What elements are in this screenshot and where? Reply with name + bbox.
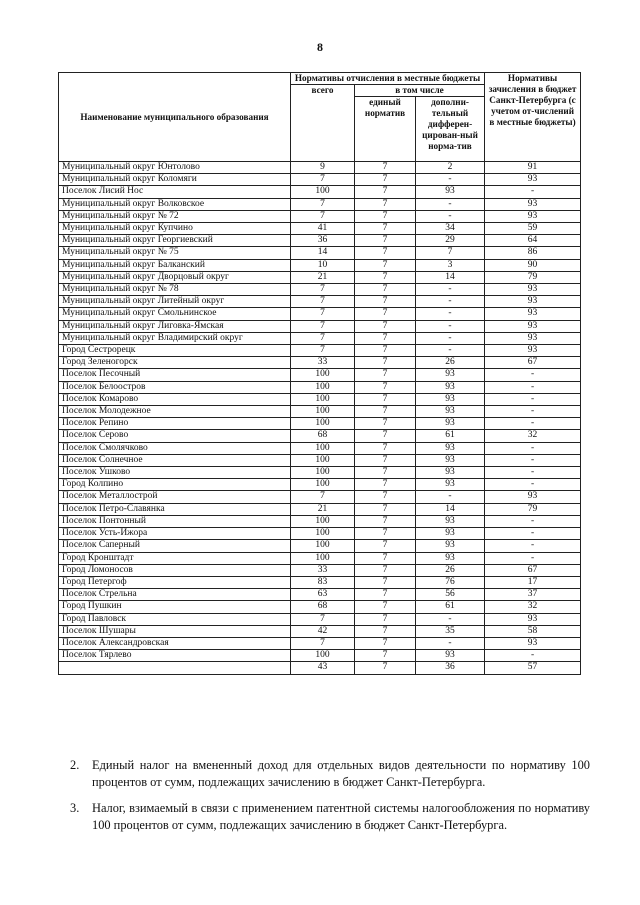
single-cell: 7 [355, 613, 416, 625]
table-row [59, 381, 581, 393]
spb-cell: 93 [485, 210, 581, 222]
spb-cell: - [485, 515, 581, 527]
total-cell: 36 [291, 235, 355, 247]
spb-cell: 93 [485, 491, 581, 503]
name-cell: Поселок Лисий Нос [59, 186, 291, 198]
additional-cell: 93 [416, 418, 485, 430]
total-cell: 68 [291, 601, 355, 613]
single-cell: 7 [355, 650, 416, 662]
additional-cell: 61 [416, 601, 485, 613]
single-cell: 7 [355, 284, 416, 296]
total-cell: 43 [291, 662, 355, 674]
header-total: всего [291, 85, 355, 162]
name-cell: Поселок Смолячково [59, 442, 291, 454]
single-cell: 7 [355, 332, 416, 344]
single-cell: 7 [355, 564, 416, 576]
name-cell: Поселок Тярлево [59, 650, 291, 662]
name-cell: Муниципальный округ № 75 [59, 247, 291, 259]
single-cell: 7 [355, 320, 416, 332]
name-cell: Муниципальный округ Волковское [59, 198, 291, 210]
single-cell: 7 [355, 528, 416, 540]
note-number: 2. [70, 758, 80, 772]
single-cell: 7 [355, 503, 416, 515]
name-cell: Муниципальный округ Юнтолово [59, 162, 291, 174]
additional-cell: 93 [416, 186, 485, 198]
table-body [59, 162, 581, 675]
table-row [59, 601, 581, 613]
total-cell: 100 [291, 552, 355, 564]
spb-cell: 90 [485, 259, 581, 271]
additional-cell: 93 [416, 467, 485, 479]
note-text: Налог, взимаемый в связи с применением патентной системы налогообложения по нормативу 100 процентов от сумм, подлежащих зачислению в бюджет Санкт-Петербурга. [92, 801, 590, 832]
spb-cell: 67 [485, 564, 581, 576]
spb-cell: - [485, 369, 581, 381]
spb-cell: - [485, 393, 581, 405]
spb-cell: - [485, 528, 581, 540]
single-cell: 7 [355, 540, 416, 552]
additional-cell: 93 [416, 381, 485, 393]
table-row [59, 296, 581, 308]
name-cell: Поселок Александровская [59, 637, 291, 649]
table-row [59, 332, 581, 344]
spb-cell: 93 [485, 308, 581, 320]
additional-cell: 14 [416, 503, 485, 515]
table-row [59, 210, 581, 222]
table-row [59, 284, 581, 296]
additional-cell: 14 [416, 271, 485, 283]
note-number: 3. [70, 801, 80, 815]
additional-cell: 93 [416, 540, 485, 552]
total-cell: 7 [291, 296, 355, 308]
additional-cell: 93 [416, 479, 485, 491]
name-cell: Муниципальный округ Балканский [59, 259, 291, 271]
spb-cell: - [485, 381, 581, 393]
spb-cell: 57 [485, 662, 581, 674]
name-cell: Муниципальный округ Купчино [59, 223, 291, 235]
name-cell: Город Петергоф [59, 576, 291, 588]
name-cell: Город Зеленогорск [59, 357, 291, 369]
single-cell: 7 [355, 393, 416, 405]
table-row [59, 589, 581, 601]
single-cell: 7 [355, 357, 416, 369]
total-cell: 7 [291, 210, 355, 222]
single-cell: 7 [355, 162, 416, 174]
table-row [59, 552, 581, 564]
total-cell: 68 [291, 430, 355, 442]
additional-cell: 93 [416, 552, 485, 564]
total-cell: 100 [291, 369, 355, 381]
name-cell: Город Сестрорецк [59, 345, 291, 357]
single-cell: 7 [355, 308, 416, 320]
name-cell: Муниципальный округ Коломяги [59, 174, 291, 186]
spb-cell: 93 [485, 332, 581, 344]
table-row [59, 528, 581, 540]
additional-cell: 93 [416, 406, 485, 418]
spb-cell: 93 [485, 345, 581, 357]
header-additional: дополни-тельный дифферен-цирован-ный норма-тив [416, 97, 485, 162]
spb-cell: - [485, 467, 581, 479]
single-cell: 7 [355, 467, 416, 479]
table-row [59, 259, 581, 271]
name-cell [59, 662, 291, 674]
additional-cell: 76 [416, 576, 485, 588]
table-row [59, 198, 581, 210]
name-cell: Город Пушкин [59, 601, 291, 613]
total-cell: 7 [291, 174, 355, 186]
single-cell: 7 [355, 345, 416, 357]
total-cell: 100 [291, 418, 355, 430]
table-row [59, 186, 581, 198]
table-row [59, 479, 581, 491]
single-cell: 7 [355, 589, 416, 601]
table-row [59, 613, 581, 625]
table-row [59, 247, 581, 259]
spb-cell: 64 [485, 235, 581, 247]
additional-cell: 93 [416, 454, 485, 466]
additional-cell: 93 [416, 393, 485, 405]
total-cell: 100 [291, 540, 355, 552]
spb-cell: 79 [485, 503, 581, 515]
single-cell: 7 [355, 576, 416, 588]
total-cell: 100 [291, 186, 355, 198]
spb-cell: - [485, 186, 581, 198]
header-spb: Нормативы зачисления в бюджет Санкт-Петербурга (с учетом от-чиcлений в местные бюджеты) [485, 73, 581, 162]
spb-cell: 93 [485, 284, 581, 296]
single-cell: 7 [355, 479, 416, 491]
single-cell: 7 [355, 198, 416, 210]
spb-cell: - [485, 406, 581, 418]
table-row [59, 223, 581, 235]
table-row [59, 369, 581, 381]
spb-cell: 67 [485, 357, 581, 369]
total-cell: 7 [291, 332, 355, 344]
page-number: 8 [317, 40, 323, 54]
name-cell: Поселок Комарово [59, 393, 291, 405]
spb-cell: 93 [485, 320, 581, 332]
name-cell: Город Колпино [59, 479, 291, 491]
name-cell: Поселок Шушары [59, 625, 291, 637]
table-row [59, 662, 581, 674]
total-cell: 100 [291, 393, 355, 405]
name-cell: Поселок Понтонный [59, 515, 291, 527]
name-cell: Муниципальный округ Лиговка-Ямская [59, 320, 291, 332]
total-cell: 7 [291, 491, 355, 503]
name-cell: Город Павловск [59, 613, 291, 625]
total-cell: 21 [291, 271, 355, 283]
spb-cell: 79 [485, 271, 581, 283]
spb-cell: 93 [485, 198, 581, 210]
name-cell: Поселок Саперный [59, 540, 291, 552]
name-cell: Муниципальный округ Владимирский округ [59, 332, 291, 344]
additional-cell: 35 [416, 625, 485, 637]
additional-cell: - [416, 491, 485, 503]
spb-cell: 58 [485, 625, 581, 637]
single-cell: 7 [355, 406, 416, 418]
spb-cell: 32 [485, 430, 581, 442]
single-cell: 7 [355, 235, 416, 247]
single-cell: 7 [355, 247, 416, 259]
additional-cell: 2 [416, 162, 485, 174]
name-cell: Город Кронштадт [59, 552, 291, 564]
spb-cell: 93 [485, 296, 581, 308]
additional-cell: - [416, 332, 485, 344]
notes [70, 757, 590, 843]
total-cell: 41 [291, 223, 355, 235]
table-row [59, 467, 581, 479]
spb-cell: - [485, 454, 581, 466]
name-cell: Муниципальный округ Смольнинское [59, 308, 291, 320]
name-cell: Поселок Металлострой [59, 491, 291, 503]
single-cell: 7 [355, 491, 416, 503]
additional-cell: 3 [416, 259, 485, 271]
additional-cell: 93 [416, 515, 485, 527]
total-cell: 100 [291, 479, 355, 491]
additional-cell: - [416, 320, 485, 332]
spb-cell: - [485, 418, 581, 430]
table-row [59, 650, 581, 662]
name-cell: Поселок Песочный [59, 369, 291, 381]
total-cell: 7 [291, 308, 355, 320]
additional-cell: - [416, 174, 485, 186]
table-row [59, 235, 581, 247]
total-cell: 33 [291, 357, 355, 369]
total-cell: 9 [291, 162, 355, 174]
single-cell: 7 [355, 223, 416, 235]
spb-cell: - [485, 650, 581, 662]
name-cell: Поселок Петро-Славянка [59, 503, 291, 515]
additional-cell: - [416, 284, 485, 296]
header-including: в том числе [355, 85, 485, 97]
total-cell: 100 [291, 381, 355, 393]
additional-cell: 7 [416, 247, 485, 259]
single-cell: 7 [355, 662, 416, 674]
spb-cell: 59 [485, 223, 581, 235]
additional-cell: 56 [416, 589, 485, 601]
total-cell: 100 [291, 454, 355, 466]
total-cell: 7 [291, 345, 355, 357]
total-cell: 7 [291, 198, 355, 210]
single-cell: 7 [355, 186, 416, 198]
table-row [59, 345, 581, 357]
table-row [59, 625, 581, 637]
table-row [59, 637, 581, 649]
spb-cell: - [485, 442, 581, 454]
single-cell: 7 [355, 552, 416, 564]
single-cell: 7 [355, 625, 416, 637]
total-cell: 100 [291, 406, 355, 418]
total-cell: 83 [291, 576, 355, 588]
spb-cell: 93 [485, 637, 581, 649]
name-cell: Поселок Усть-Ижора [59, 528, 291, 540]
spb-cell: - [485, 479, 581, 491]
single-cell: 7 [355, 430, 416, 442]
name-cell: Поселок Ушково [59, 467, 291, 479]
total-cell: 7 [291, 637, 355, 649]
total-cell: 100 [291, 650, 355, 662]
table-row [59, 515, 581, 527]
additional-cell: 26 [416, 357, 485, 369]
spb-cell: 86 [485, 247, 581, 259]
single-cell: 7 [355, 369, 416, 381]
name-cell: Муниципальный округ № 72 [59, 210, 291, 222]
total-cell: 7 [291, 613, 355, 625]
additional-cell: 29 [416, 235, 485, 247]
table-row [59, 540, 581, 552]
single-cell: 7 [355, 601, 416, 613]
single-cell: 7 [355, 418, 416, 430]
single-cell: 7 [355, 637, 416, 649]
additional-cell: 26 [416, 564, 485, 576]
additional-cell: 61 [416, 430, 485, 442]
header-local-budgets: Нормативы отчисления в местные бюджеты [291, 73, 485, 85]
spb-cell: 93 [485, 174, 581, 186]
total-cell: 63 [291, 589, 355, 601]
spb-cell: - [485, 552, 581, 564]
single-cell: 7 [355, 381, 416, 393]
additional-cell: 93 [416, 650, 485, 662]
name-cell: Муниципальный округ Литейный округ [59, 296, 291, 308]
total-cell: 100 [291, 528, 355, 540]
name-cell: Поселок Белоостров [59, 381, 291, 393]
single-cell: 7 [355, 259, 416, 271]
single-cell: 7 [355, 271, 416, 283]
single-cell: 7 [355, 442, 416, 454]
additional-cell: 36 [416, 662, 485, 674]
spb-cell: 91 [485, 162, 581, 174]
name-cell: Поселок Репино [59, 418, 291, 430]
total-cell: 42 [291, 625, 355, 637]
name-cell: Город Ломоносов [59, 564, 291, 576]
additional-cell: 93 [416, 528, 485, 540]
total-cell: 14 [291, 247, 355, 259]
additional-cell: 93 [416, 442, 485, 454]
name-cell: Поселок Молодежное [59, 406, 291, 418]
spb-cell: 37 [485, 589, 581, 601]
total-cell: 7 [291, 320, 355, 332]
additional-cell: 34 [416, 223, 485, 235]
single-cell: 7 [355, 515, 416, 527]
table-row [59, 564, 581, 576]
name-cell: Поселок Серово [59, 430, 291, 442]
total-cell: 10 [291, 259, 355, 271]
table-row [59, 308, 581, 320]
table-row [59, 454, 581, 466]
table-row [59, 430, 581, 442]
additional-cell: - [416, 637, 485, 649]
header-single: единый норматив [355, 97, 416, 162]
note-item [70, 800, 590, 834]
total-cell: 100 [291, 515, 355, 527]
additional-cell: - [416, 210, 485, 222]
additional-cell: - [416, 198, 485, 210]
spb-cell: - [485, 540, 581, 552]
name-cell: Муниципальный округ № 78 [59, 284, 291, 296]
name-cell: Муниципальный округ Дворцовый округ [59, 271, 291, 283]
additional-cell: 93 [416, 369, 485, 381]
additional-cell: - [416, 613, 485, 625]
table-row [59, 357, 581, 369]
single-cell: 7 [355, 296, 416, 308]
additional-cell: - [416, 296, 485, 308]
table-row [59, 174, 581, 186]
table-row [59, 442, 581, 454]
spb-cell: 32 [485, 601, 581, 613]
additional-cell: - [416, 345, 485, 357]
name-cell: Муниципальный округ Георгиевский [59, 235, 291, 247]
table-row [59, 576, 581, 588]
name-cell: Поселок Стрельна [59, 589, 291, 601]
table-row [59, 491, 581, 503]
table-row [59, 271, 581, 283]
norms-table [58, 72, 581, 675]
spb-cell: 17 [485, 576, 581, 588]
additional-cell: - [416, 308, 485, 320]
table-row [59, 320, 581, 332]
total-cell: 21 [291, 503, 355, 515]
single-cell: 7 [355, 210, 416, 222]
single-cell: 7 [355, 174, 416, 186]
table-row [59, 418, 581, 430]
single-cell: 7 [355, 454, 416, 466]
note-item [70, 757, 590, 791]
note-text: Единый налог на вмененный доход для отдельных видов деятельности по нормативу 100 процентов от сумм, подлежащих зачислению в бюджет Санкт-Петербурга. [92, 758, 590, 789]
spb-cell: 93 [485, 613, 581, 625]
table-row [59, 406, 581, 418]
table-row [59, 393, 581, 405]
table-row [59, 162, 581, 174]
header-name: Наименование муниципального образования [59, 73, 291, 162]
total-cell: 7 [291, 284, 355, 296]
name-cell: Поселок Солнечное [59, 454, 291, 466]
total-cell: 100 [291, 467, 355, 479]
total-cell: 100 [291, 442, 355, 454]
total-cell: 33 [291, 564, 355, 576]
table-row [59, 503, 581, 515]
